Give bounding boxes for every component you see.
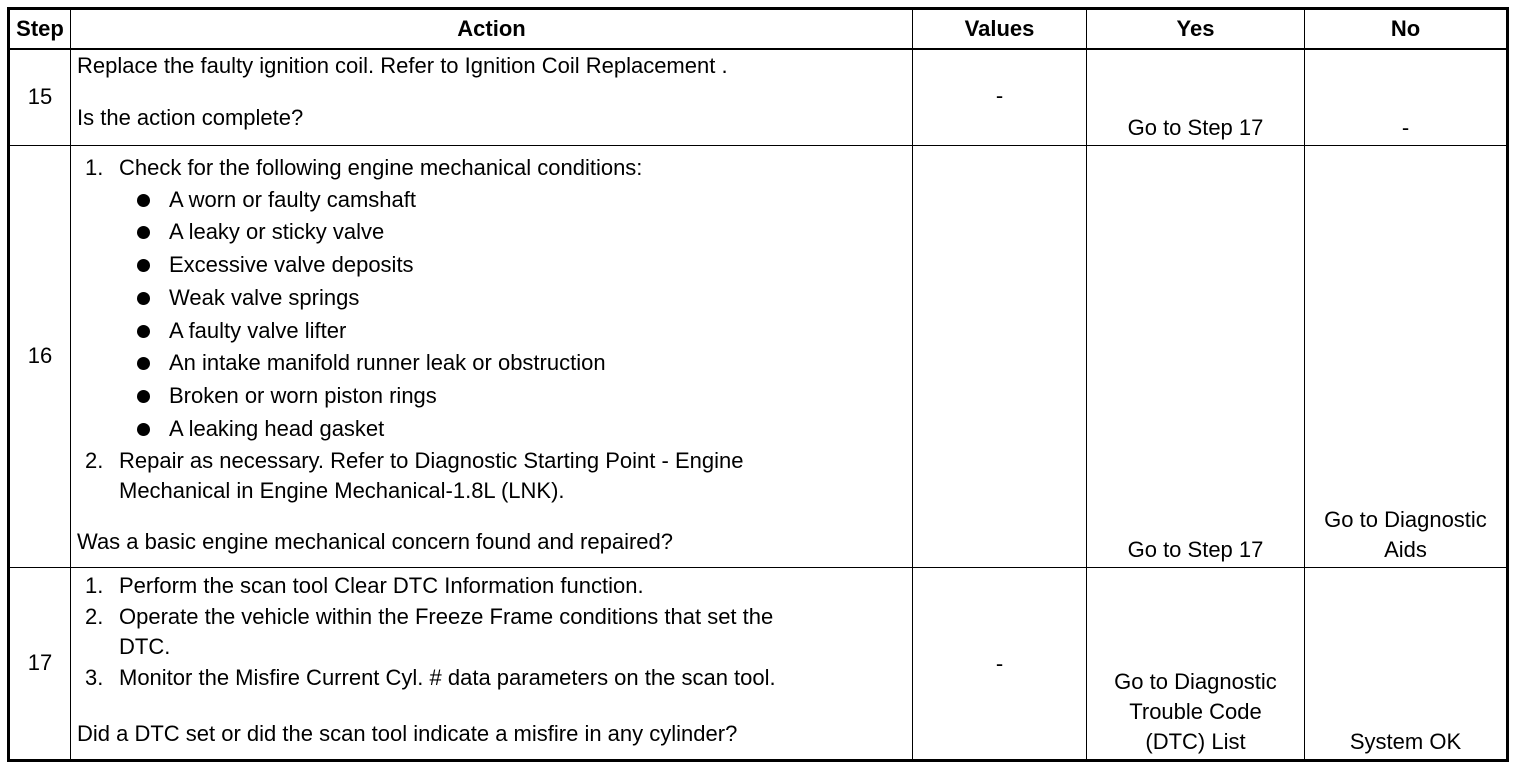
values-cell xyxy=(913,567,1087,760)
header-row xyxy=(9,9,1508,50)
action-text: Replace the faulty ignition coil. Refer to Ignition Coil Replacement . xyxy=(77,53,728,78)
list-item: A leaking head gasket xyxy=(169,413,906,446)
action-steps xyxy=(77,568,906,694)
header-no: No xyxy=(1305,9,1508,50)
step-number: 16 xyxy=(9,145,71,567)
table-row xyxy=(9,567,1508,760)
header-values: Values xyxy=(913,9,1087,50)
list-item: 3. Monitor the Misfire Current Cyl. # data parameters on the scan tool. xyxy=(85,664,776,690)
list-item: An intake manifold runner leak or obstruction xyxy=(169,347,906,380)
values-text: - xyxy=(995,650,1004,676)
header-yes: Yes xyxy=(1087,9,1305,50)
action-cell xyxy=(71,145,913,567)
list-item: 1. Check for the following engine mechanical conditions: A worn or faulty camshaft A leaky or sticky valve Excessive valve deposits Weak valve springs A faulty valve lifter An intake manifold runner leak or obstruction Broken or worn piston rings A leaking head gasket xyxy=(119,152,906,446)
yes-cell: Go to Step 17 xyxy=(1087,145,1305,567)
action-cell xyxy=(71,49,913,145)
table-row xyxy=(9,145,1508,567)
list-item: 2. Operate the vehicle within the Freeze Frame conditions that set the DTC. xyxy=(85,603,774,659)
action-question: Was a basic engine mechanical concern found and repaired? xyxy=(77,528,673,554)
list-item: 2. Repair as necessary. Refer to Diagnostic Starting Point - Engine Mechanical in Engine Mechanical-1.8L (LNK). xyxy=(85,447,744,503)
header-step: Step xyxy=(9,9,71,50)
no-cell: Go to Diagnostic Aids xyxy=(1305,145,1508,567)
no-cell: System OK xyxy=(1305,567,1508,760)
values-text: - xyxy=(995,83,1004,108)
action-question: Did a DTC set or did the scan tool indicate a misfire in any cylinder? xyxy=(77,720,738,746)
no-cell: - xyxy=(1305,49,1508,145)
list-item: 1. Perform the scan tool Clear DTC Information function. xyxy=(85,572,644,598)
list-item: A worn or faulty camshaft xyxy=(169,184,906,217)
diagnostic-table xyxy=(7,7,1509,762)
table-row xyxy=(9,49,1508,145)
list-item: Weak valve springs xyxy=(169,282,906,315)
values-cell xyxy=(913,145,1087,567)
action-steps xyxy=(77,146,906,506)
list-item: A leaky or sticky valve xyxy=(169,216,906,249)
list-item: Excessive valve deposits xyxy=(169,249,906,282)
values-cell xyxy=(913,49,1087,145)
action-question: Is the action complete? xyxy=(77,105,304,130)
header-action: Action xyxy=(71,9,913,50)
step-number: 17 xyxy=(9,567,71,760)
yes-cell: Go to Diagnostic Trouble Code (DTC) List xyxy=(1087,567,1305,760)
action-cell xyxy=(71,567,913,760)
list-item: A faulty valve lifter xyxy=(169,315,906,348)
list-item: Broken or worn piston rings xyxy=(169,380,906,413)
yes-cell: Go to Step 17 xyxy=(1087,49,1305,145)
step-number: 15 xyxy=(9,49,71,145)
condition-list xyxy=(119,184,906,446)
